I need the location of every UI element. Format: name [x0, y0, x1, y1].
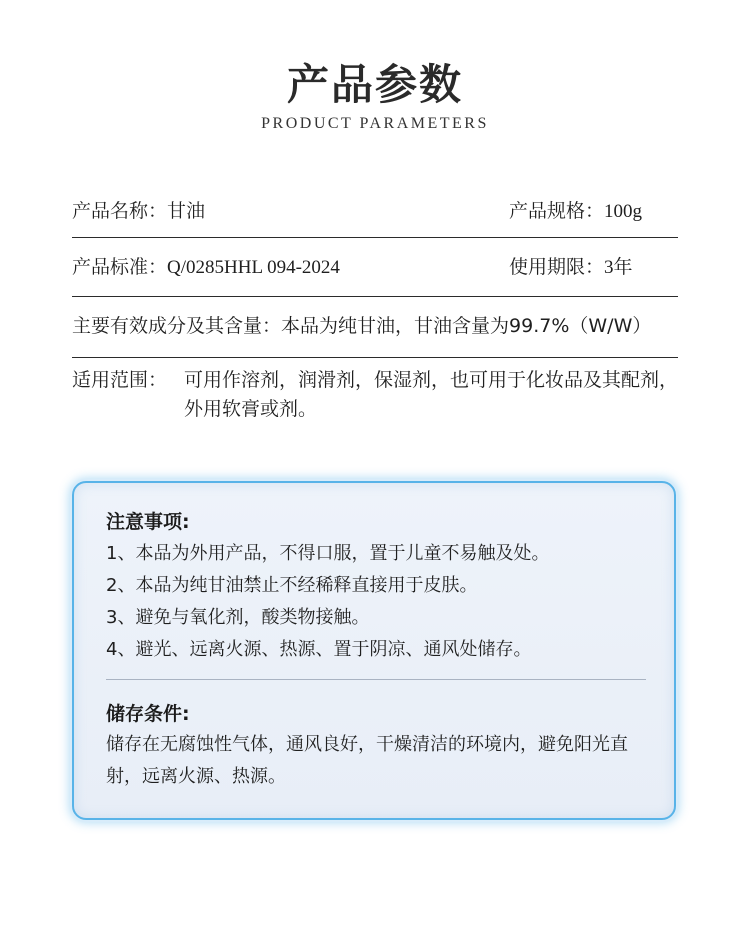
param-row-standard-shelf	[72, 238, 678, 297]
param-spec-label: 产品规格：	[509, 200, 605, 222]
storage-title: 储存条件:	[106, 703, 190, 725]
storage-text: 储存在无腐蚀性气体，通风良好，干燥清洁的环境内，避免阳光直射，远离火源、热源。	[106, 734, 628, 787]
param-name	[72, 196, 205, 227]
param-name-label: 产品名称：	[72, 200, 168, 222]
param-ingredients-value: 本品为纯甘油，甘油含量为99.7%（W/W）	[281, 315, 652, 337]
param-shelf-life-value: 3年	[604, 257, 633, 278]
param-spec-value: 100g	[604, 201, 643, 222]
parameter-table	[72, 180, 678, 358]
param-shelf-life-label: 使用期限：	[509, 256, 605, 278]
notice-list	[106, 538, 666, 666]
notice-divider	[106, 679, 646, 680]
page-subtitle: PRODUCT PARAMETERS	[261, 115, 489, 132]
param-shelf-life	[509, 252, 633, 283]
param-usage-label: 适用范围：	[72, 369, 168, 391]
param-standard-value: Q/0285HHL 094-2024	[167, 257, 340, 278]
param-usage-value: 可用作溶剂，润滑剂，保湿剂，也可用于化妆品及其配剂，外用软膏或剂。	[184, 369, 679, 420]
param-name-value: 甘油	[167, 201, 206, 222]
param-ingredients-label: 主要有效成分及其含量：	[72, 315, 282, 337]
param-spec	[509, 196, 642, 227]
notice-item: 3、避免与氧化剂，酸类物接触。	[106, 607, 370, 628]
param-standard-label: 产品标准：	[72, 256, 168, 278]
param-standard	[72, 252, 340, 283]
notice-item: 2、本品为纯甘油禁止不经稀释直接用于皮肤。	[106, 575, 478, 596]
param-ingredients	[72, 311, 651, 341]
param-row-ingredients	[72, 297, 678, 358]
notice-title: 注意事项:	[106, 511, 190, 533]
notice-item: 4、避光、远离火源、热源、置于阴凉、通风处储存。	[106, 639, 532, 660]
page-title: 产品参数	[286, 60, 463, 109]
notice-panel	[72, 481, 676, 820]
notice-item: 1、本品为外用产品，不得口服，置于儿童不易触及处。	[106, 543, 550, 564]
param-row-name-spec	[72, 180, 678, 238]
